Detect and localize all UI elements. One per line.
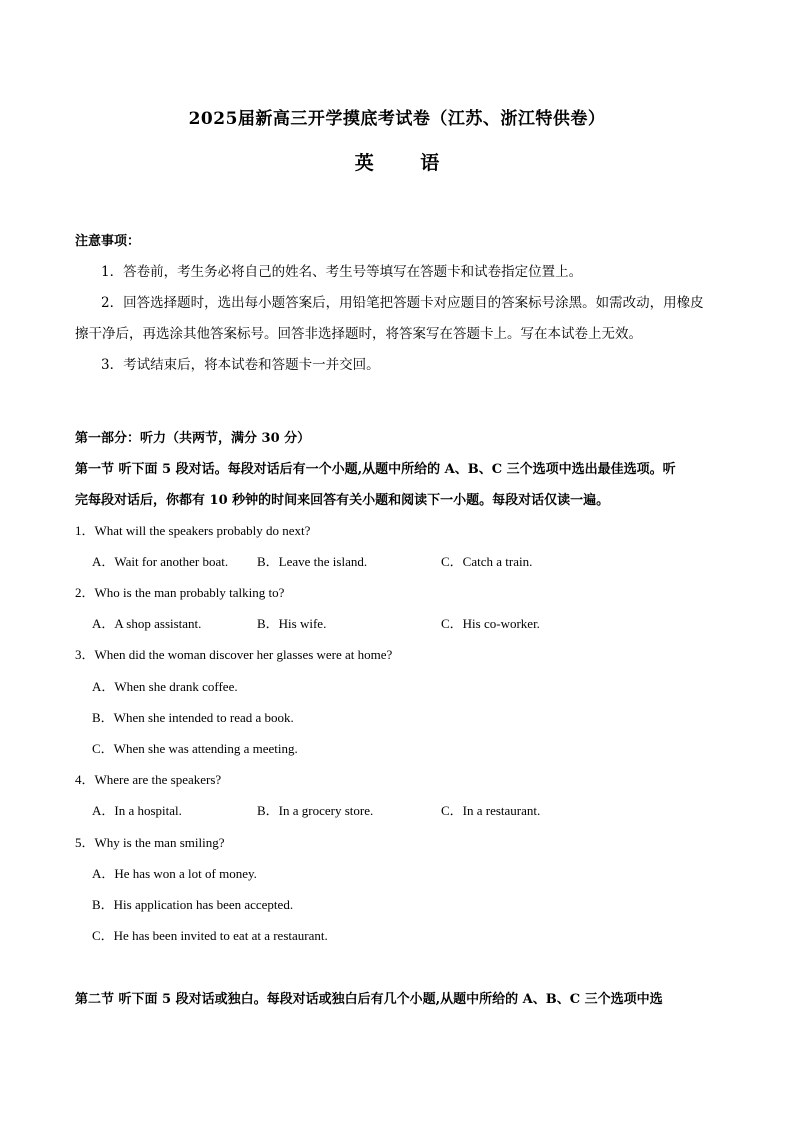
section1-instructions-b: 完每段对话后，你都有 10 秒钟的时间来回答有关小题和阅读下一小题。每段对话仅读一遍。 bbox=[75, 493, 610, 508]
question-2-option-b: B．His wife. bbox=[257, 616, 327, 631]
question-5-stem: 5．Why is the man smiling? bbox=[75, 835, 225, 850]
question-2-option-a: A．A shop assistant. bbox=[92, 616, 202, 631]
question-4-option-b: B．In a grocery store. bbox=[257, 803, 374, 818]
section2-instructions-a: 第二节 听下面 5 段对话或独白。每段对话或独白后有几个小题,从题中所给的 A、B、C 三个选项中选 bbox=[75, 992, 663, 1007]
question-3-option-b: B．When she intended to read a book. bbox=[92, 710, 294, 725]
question-3-option-c: C．When she was attending a meeting. bbox=[92, 741, 298, 756]
note-line-3: 3．考试结束后，将本试卷和答题卡一并交回。 bbox=[101, 357, 380, 373]
question-4-stem: 4．Where are the speakers? bbox=[75, 772, 222, 787]
question-4-option-c: C．In a restaurant. bbox=[441, 803, 541, 818]
exam-title: 2025届新高三开学摸底考试卷（江苏、浙江特供卷） bbox=[188, 109, 606, 129]
part1-heading: 第一部分：听力（共两节，满分 30 分） bbox=[75, 431, 311, 446]
question-2-option-c: C．His co-worker. bbox=[441, 616, 540, 631]
question-4-option-a: A．In a hospital. bbox=[92, 803, 182, 818]
question-1-stem: 1．What will the speakers probably do next? bbox=[75, 523, 311, 538]
section1-instructions-a: 第一节 听下面 5 段对话。每段对话后有一个小题,从题中所给的 A、B、C 三个选项中选出最佳选项。听 bbox=[75, 462, 676, 477]
question-3-option-a: A．When she drank coffee. bbox=[92, 679, 238, 694]
notes-heading: 注意事项： bbox=[75, 234, 141, 249]
question-1-option-a: A．Wait for another boat. bbox=[92, 554, 229, 569]
subject-title: 英 语 bbox=[354, 152, 440, 174]
note-line-2a: 2．回答选择题时，选出每小题答案后，用铅笔把答题卡对应题目的答案标号涂黑。如需改动，用橡皮 bbox=[101, 295, 704, 311]
question-1-option-c: C．Catch a train. bbox=[441, 554, 533, 569]
question-5-option-b: B．His application has been accepted. bbox=[92, 897, 294, 912]
question-1-option-b: B．Leave the island. bbox=[257, 554, 368, 569]
question-2-stem: 2．Who is the man probably talking to? bbox=[75, 585, 285, 600]
question-5-option-a: A．He has won a lot of money. bbox=[92, 866, 257, 881]
note-line-2b: 擦干净后，再选涂其他答案标号。回答非选择题时，将答案写在答题卡上。写在本试卷上无效。 bbox=[75, 326, 642, 342]
question-5-option-c: C．He has been invited to eat at a restaurant. bbox=[92, 928, 328, 943]
note-line-1: 1．答卷前，考生务必将自己的姓名、考生号等填写在答题卡和试卷指定位置上。 bbox=[101, 264, 583, 280]
question-3-stem: 3．When did the woman discover her glasses were at home? bbox=[75, 647, 393, 662]
